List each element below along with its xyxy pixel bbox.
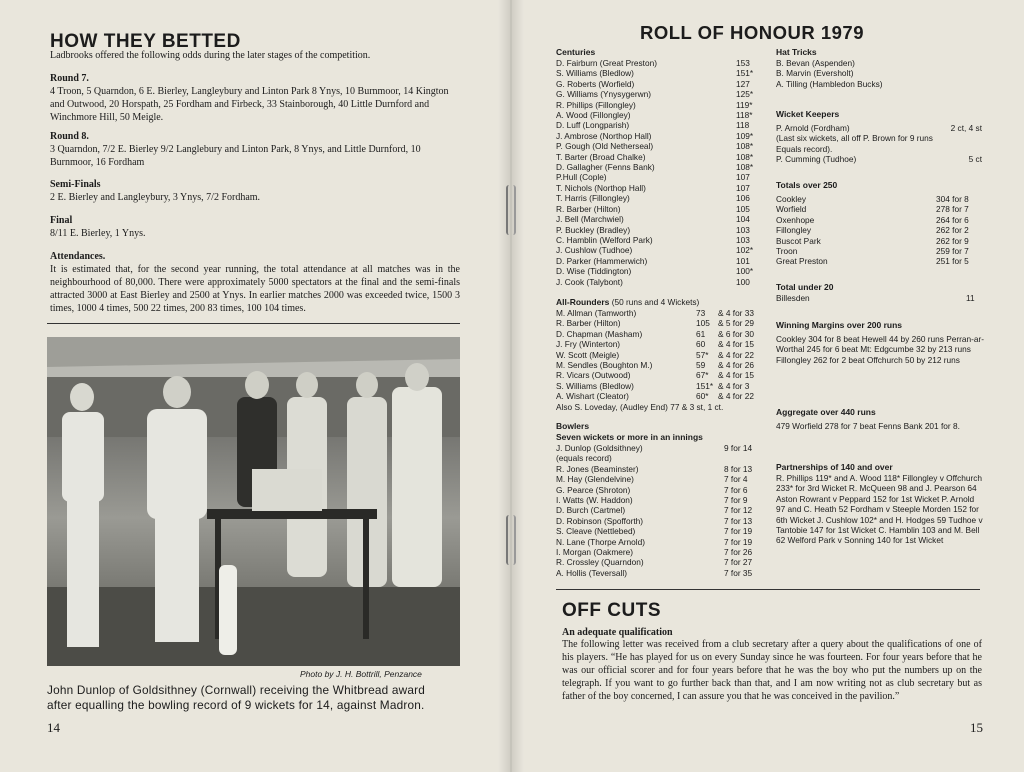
semis-heading: Semi-Finals [50,179,101,190]
allrounder-row [556,350,761,360]
keeper-note: (Last six wickets, all off P. Brown for 9 runs [776,133,933,144]
page-title: HOW THEY BETTED [50,31,241,52]
bowler-row-name: D. Robinson (Spofforth) [556,515,644,526]
century-row-value: 106 [736,193,750,204]
final-heading: Final [50,215,73,226]
offcuts-title: OFF CUTS [562,600,661,621]
bowler-row [556,495,761,505]
bowler-row-name: J. Dunlop (Goldsithney) [556,443,643,453]
total-row-name: Cookley [776,194,806,204]
bowlers-heading: Bowlers [556,421,590,431]
allrounder-row-name: D. Chapman (Masham) [556,328,643,339]
total-row-name: Oxenhope [776,214,815,225]
total-row-value: 304 for 8 [936,194,969,204]
century-row-value: 125* [736,89,754,100]
century-row-name: J. Bell (Marchwiel) [556,214,624,225]
century-row [556,256,756,266]
aggregate-section [776,407,984,431]
caption-line-1: John Dunlop of Goldsithney (Cornwall) receiving the Whitbread award [47,683,425,697]
total-row [776,204,982,214]
centuries-heading: Centuries [556,47,596,57]
century-row-value: 107 [736,182,750,193]
century-row-name: P. Buckley (Bradley) [556,224,631,235]
keepers-section [776,109,982,165]
century-row-value: 104 [736,214,750,225]
allrounder-row-name: R. Barber (Hilton) [556,318,621,329]
bowler-row-value: 7 for 19 [724,526,753,537]
under20-row-value: 11 [966,293,975,303]
century-row-value: 102* [736,245,754,256]
allrounder-row [556,391,761,401]
bowler-row-value: 7 for 4 [724,474,748,485]
divider [47,323,460,324]
bowler-row [556,443,761,453]
round8-text: 3 Quarndon, 7/2 E. Bierley 9/2 Langlebury and Linton Park, 8 Ynys, and Little Durnford, 10 Burnmoor, 16 Fordham [50,144,421,168]
hattrick-row-name: B. Marvin (Eversholt) [776,68,854,79]
century-row-name: D. Luff (Longparish) [556,120,630,131]
centuries-section [556,47,756,287]
allrounder-row-name: R. Vicars (Outwood) [556,370,631,381]
century-row-value: 108* [736,151,754,162]
allrounder-row-value: & 4 for 22 [718,349,754,360]
under20-section [776,282,982,303]
century-row-name: T. Nichols (Northop Hall) [556,182,646,193]
book-gutter [498,0,524,772]
century-row-value: 103 [736,234,750,245]
century-row-name: T. Barter (Broad Chalke) [556,151,646,162]
round7-heading: Round 7. [50,73,89,84]
allrounder-row-value: & 4 for 15 [718,370,754,381]
century-row-name: C. Hamblin (Welford Park) [556,234,653,245]
page-number-left: 14 [47,720,60,735]
divider [556,589,980,590]
century-row-name: D. Wise (Tiddington) [556,266,632,277]
hattrick-row [776,58,982,68]
allrounder-row [556,329,761,339]
century-row [556,141,756,151]
century-row-name: J. Cushlow (Tudhoe) [556,245,633,256]
century-row [556,183,756,193]
bowler-row-value: 7 for 13 [724,515,753,526]
century-row-name: R. Barber (Hilton) [556,203,621,214]
hattrick-row-name: B. Bevan (Aspenden) [776,58,855,68]
century-row-name: G. Roberts (Worfield) [556,78,635,89]
allrounder-row-name: W. Scott (Meigle) [556,349,620,360]
century-row [556,131,756,141]
allrounder-row-name: S. Williams (Bledlow) [556,380,634,391]
total-row-value: 251 for 5 [936,256,969,267]
photo-credit: Photo by J. H. Bottrill, Penzance [300,669,422,679]
page-number-right: 15 [970,720,983,735]
under20-row-name: Billesden [776,293,810,303]
totals-heading: Totals over 250 [776,180,838,190]
century-row [556,245,756,255]
hattrick-row-name: A. Tilling (Hambledon Bucks) [776,78,883,89]
allrounder-row-value: 105 [696,318,710,329]
bowler-row [556,474,761,484]
century-row [556,172,756,182]
century-row-value: 151* [736,68,754,79]
centuries-list [556,58,756,287]
keeper-value: 2 ct, 4 st [950,123,982,133]
allrounder-row-value: & 4 for 15 [718,339,754,350]
allrounder-row-value: & 4 for 26 [718,360,754,371]
bowler-row-value: 8 for 13 [724,463,753,474]
century-row-name: D. Parker (Hammerwich) [556,255,648,266]
century-row-value: 118* [736,110,753,121]
allrounder-row [556,318,761,328]
allrounders-section [556,297,761,412]
bowler-row-name: D. Burch (Cartmel) [556,505,626,516]
bowlers-section [556,421,761,578]
round8-heading: Round 8. [50,131,89,142]
allrounder-row-value: 59 [696,360,706,371]
bowler-row-name: S. Cleave (Nettlebed) [556,526,636,537]
century-row [556,89,756,99]
round7-text: 4 Troon, 5 Quarndon, 6 E. Bierley, Langleybury and Linton Park 8 Ynys, 10 Burnmoor, 14 Kington and Outwood, 20 Horspath, 25 Fordham and Firbeck, 33 Stainborough, 40 Little Durnford and Winchmore Hill, 50 Meigle. [50,86,449,123]
caption-line-2: after equalling the bowling record of 9 wickets for 14, against Madron. [47,698,425,712]
total-row [776,246,982,256]
century-row [556,225,756,235]
bowler-row-value: 7 for 12 [724,505,753,516]
total-row-name: Troon [776,246,798,257]
allrounder-row-value: & 4 for 33 [718,308,754,318]
allrounder-row-name: M. Allman (Tamworth) [556,308,637,318]
allrounder-row [556,308,761,318]
keeper-name: P. Arnold (Fordham) [776,123,850,133]
intro-text: Ladbrooks offered the following odds during the later stages of the competition. [50,50,371,61]
total-row [776,236,982,246]
bowler-row [556,568,761,578]
bowlers-list [556,443,761,578]
bowler-row-name: G. Pearce (Shroton) [556,484,631,495]
allrounders-note: Also S. Loveday, (Audley End) 77 & 3 st, 1 ct. [556,401,724,412]
hattricks-list [776,58,982,89]
century-row-name: P. Gough (Old Netherseal) [556,141,654,152]
century-row [556,152,756,162]
bowlers-sub: Seven wickets or more in an innings [556,432,703,442]
bowler-row-name: R. Jones (Beaminster) [556,463,639,474]
allrounder-row [556,370,761,380]
allrounder-row-name: A. Wishart (Cleator) [556,391,629,402]
total-row [776,194,982,204]
partnerships-heading: Partnerships of 140 and over [776,462,893,472]
margins-section [776,320,984,365]
total-row-value: 262 for 2 [936,225,969,236]
allrounders-sub: (50 runs and 4 Wickets) [611,297,700,307]
semis-text: 2 E. Bierley and Langleybury, 3 Ynys, 7/2 Fordham. [50,192,261,203]
bowler-row [556,516,761,526]
century-row-name: G. Williams (Ynysygerwn) [556,89,651,100]
allrounders-list [556,308,761,402]
bowler-row-value: 7 for 9 [724,495,748,506]
total-row-name: Buscot Park [776,235,821,246]
century-row-value: 105 [736,203,750,214]
team-photo [47,337,460,666]
century-row [556,214,756,224]
century-row-name: R. Phillips (Fillongley) [556,99,636,110]
century-row-value: 100* [736,266,754,277]
right-page [510,0,1024,772]
bowler-row-name: M. Hay (Glendelvine) [556,474,634,485]
allrounder-row [556,381,761,391]
century-row [556,110,756,120]
offcuts-text: The following letter was received from a club secretary after a query about the qualifications of one of his players. “He has played for us on every Sunday since he was fourteen. For four years before that he was our official scorer and for four years before that he was the boy who put the numbers up on the telegraph. If you want to go further back than that, and I am now writing not as club secretary but as father of the boy concerned, I can assure you that he was conceived in the pavilion.” [562,639,982,702]
total-row-value: 264 for 6 [936,214,969,225]
century-row [556,100,756,110]
bowler-row [556,557,761,567]
allrounder-row-value: 60 [696,339,706,350]
total-row [776,215,982,225]
century-row-value: 127 [736,78,750,89]
century-row-name: A. Wood (Fillongley) [556,110,631,121]
allrounders-heading: All-Rounders [556,297,610,307]
hattrick-row [776,79,982,89]
century-row-value: 118 [736,120,750,131]
bowler-row [556,547,761,557]
under20-heading: Total under 20 [776,282,834,292]
century-row-name: P.Hull (Cople) [556,172,607,183]
keeper-note-2: Equals record). [776,143,833,154]
total-row [776,225,982,235]
roll-of-honour-title: ROLL OF HONOUR 1979 [640,22,865,43]
bowler-row [556,464,761,474]
century-row-value: 108* [736,141,754,152]
bowler-row-value: 7 for 27 [724,557,753,568]
century-row [556,277,756,287]
offcuts-subheading: An adequate qualification [562,627,673,638]
century-row [556,235,756,245]
bowler-row [556,537,761,547]
bowler-row-value: 7 for 6 [724,484,748,495]
bowler-row [556,505,761,515]
bowler-row-name: R. Crossley (Quarndon) [556,557,644,568]
attendances-text: It is estimated that, for the second year running, the total attendance at all matches was in the neighbourhood of 80,000. There were approximately 5000 spectators at the final and the semi-finals attracted 3000 at East Bierley and 2500 at Ynys. In earlier matches 2000 was exceeded twice, 1500 3 times, 1000 4 times, 500 22 times, 200 83 times, 100 104 times. [50,264,460,314]
aggregate-heading: Aggregate over 440 runs [776,407,876,417]
bowler-row-name: A. Hollis (Teversall) [556,567,627,578]
century-row [556,68,756,78]
allrounder-row-name: M. Sendles (Boughton M.) [556,360,653,371]
allrounder-row [556,360,761,370]
partnerships-section [776,462,984,546]
totals-list [776,194,982,267]
final-text: 8/11 E. Bierley, 1 Ynys. [50,228,146,239]
century-row-value: 100 [736,276,750,287]
century-row [556,193,756,203]
allrounder-row-value: & 6 for 30 [718,328,754,339]
bowler-row [556,526,761,536]
aggregate-text: 479 Worfield 278 for 7 beat Fenns Bank 201 for 8. [776,421,960,431]
century-row-value: 101 [736,255,750,266]
century-row-value: 153 [736,58,750,68]
century-row-name: D. Gallagher (Fenns Bank) [556,162,655,173]
bowler-row [556,453,761,463]
allrounder-row [556,339,761,349]
under20-list [776,293,982,303]
allrounder-row-value: 60* [696,391,709,402]
staple [506,515,516,565]
left-page [0,0,510,772]
total-row-value: 278 for 7 [936,204,969,215]
century-row-value: 107 [736,172,750,183]
allrounder-row-value: & 4 for 3 [718,380,750,391]
bowler-row-name: N. Lane (Thorpe Arnold) [556,536,646,547]
century-row-name: J. Ambrose (Northop Hall) [556,130,652,141]
keepers-heading: Wicket Keepers [776,109,840,119]
margins-heading: Winning Margins over 200 runs [776,320,903,330]
century-row-name: T. Harris (Fillongley) [556,193,630,204]
total-row-name: Worfield [776,204,807,215]
bowler-row-value [724,453,761,463]
keeper-name: P. Cumming (Tudhoe) [776,154,857,165]
margins-text: Cookley 304 for 8 beat Hewell 44 by 260 runs Perran-ar-Worthal 245 for 6 beat Mt: Edgcumbe 32 by 213 runs Fillongley 262 for 2 beat Offchurch 50 by 212 runs [776,334,984,365]
partnerships-text: R. Phillips 119* and A. Wood 118* Fillongley v Offchurch 233* for 3rd Wicket R. McQueen 98 and J. Pearson 64 Aston Rowrant v Peppard 152 for 1st Wicket P. Arnold 97 and C. Heath 52 Fordham v Steeple Morden 152 for 6th Wicket J. Cushlow 102* and H. Hodges 59 Tudhoe v Tantobie 147 for 1st Wicket C. Hamblin 103 and M. Bell 62 Welford Park v Sonning 140 for 1st Wicket [776,473,983,546]
century-row-name: D. Fairburn (Great Preston) [556,58,657,68]
allrounder-row-name: J. Fry (Winterton) [556,339,621,350]
century-row-value: 119* [736,99,753,110]
century-row [556,58,756,68]
allrounder-row-value: 67* [696,370,709,381]
bowler-row-value: 7 for 26 [724,547,753,558]
hattricks-section [776,47,982,89]
century-row [556,120,756,130]
allrounder-row-value: 73 [696,308,706,318]
totals-section [776,180,982,267]
allrounder-row-value: & 5 for 29 [718,318,754,329]
century-row-value: 103 [736,224,750,235]
bowler-row-value: 9 for 14 [724,443,753,453]
hattricks-heading: Hat Tricks [776,47,817,57]
bowler-row-name: I. Morgan (Oakmere) [556,547,633,558]
century-row-value: 108* [736,162,754,173]
attendances-heading: Attendances. [50,251,106,262]
staple [506,185,516,235]
century-row [556,79,756,89]
century-row-value: 109* [736,130,754,141]
bowler-row [556,485,761,495]
total-row-name: Fillongley [776,225,812,236]
total-row [776,256,982,266]
photo-illustration [47,337,460,666]
bowler-row-value: 7 for 19 [724,536,753,547]
allrounder-row-value: 61 [696,328,706,339]
allrounder-row-value: 151* [696,380,714,391]
bowler-row-name: I. Watts (W. Haddon) [556,495,633,506]
hattrick-row [776,68,982,78]
keeper-value: 5 ct [968,154,982,165]
under20-row [776,293,982,303]
total-row-value: 262 for 9 [936,235,969,246]
century-row [556,266,756,276]
century-row-name: S. Williams (Bledlow) [556,68,634,79]
allrounder-row-value: 57* [696,349,709,360]
century-row-name: J. Cook (Talybont) [556,276,623,287]
total-row-value: 259 for 7 [936,246,969,257]
century-row [556,162,756,172]
allrounder-row-value: & 4 for 22 [718,391,754,402]
total-row-name: Great Preston [776,256,828,267]
bowler-row-value: 7 for 35 [724,567,753,578]
bowler-row-name: (equals record) [556,453,612,464]
century-row [556,204,756,214]
